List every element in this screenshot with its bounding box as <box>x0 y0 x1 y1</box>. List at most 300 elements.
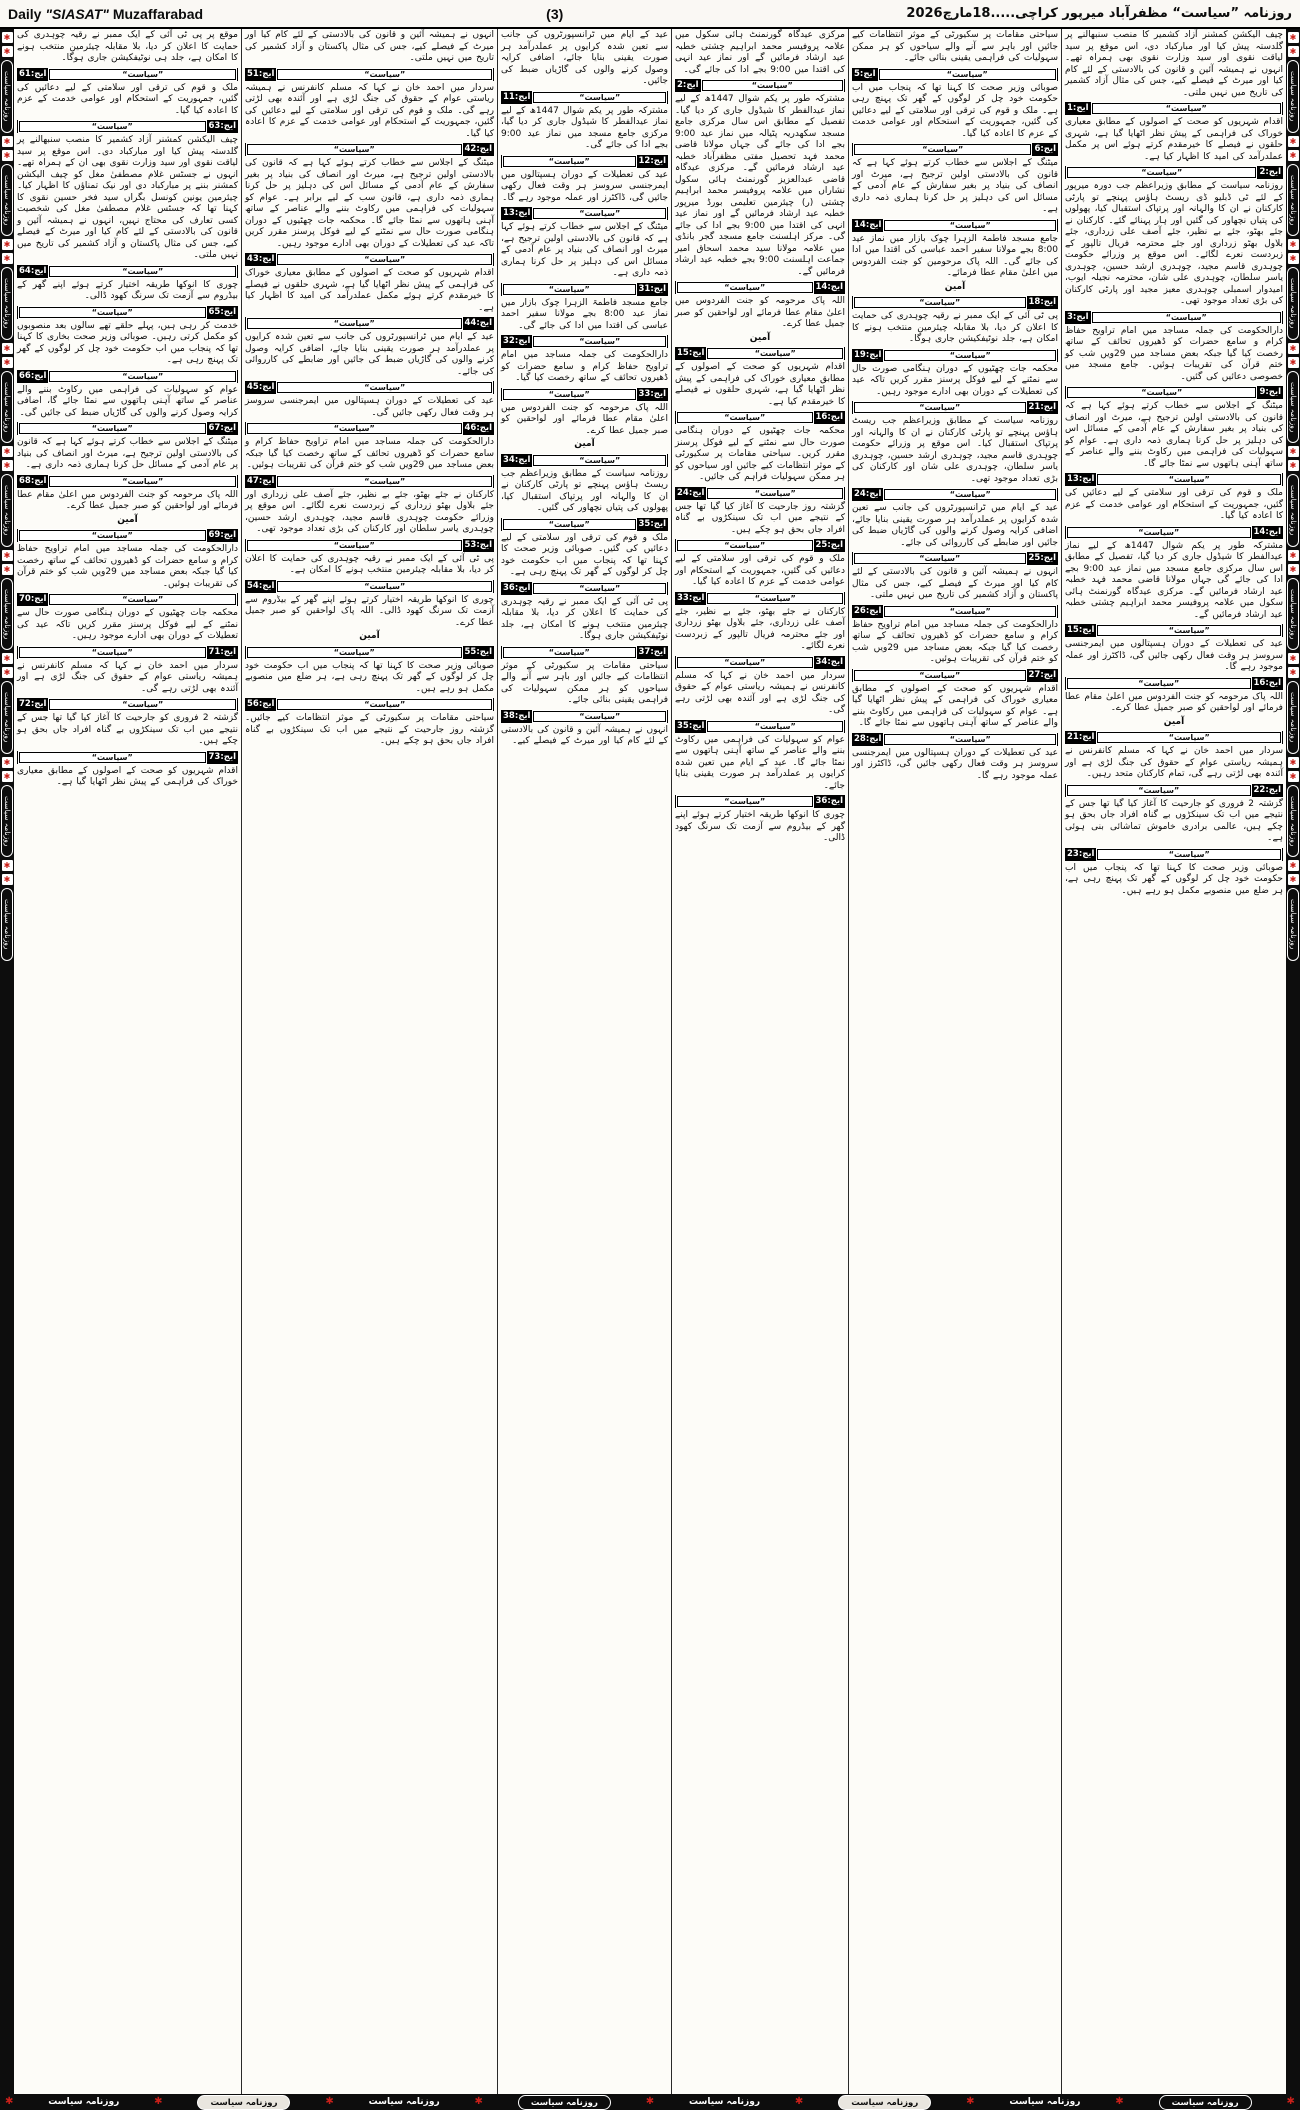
siasat-brand-box: ”سیاست“ <box>677 657 813 668</box>
siasat-brand-box: ”سیاست“ <box>49 476 236 487</box>
ad-body-text: میٹنگ کے اجلاس سے خطاب کرتے ہوئے کہا ہے کہ قانون کی بالادستی اولین ترجیح ہے، میرٹ اور انصاف کی بنیاد پر بغیر سفارش کے عام آدمی کے مسائل اس کی دہلیز پر حل کرنا ہماری ذمہ داری ہے۔ <box>852 158 1058 214</box>
red-star-icon: ✱ <box>1288 32 1299 43</box>
strip-brand-pill: روزنامہ سیاست <box>1 164 13 237</box>
ad-body-text: عوام کو سہولیات کی فراہمی میں رکاوٹ بننے والے عناصر کے ساتھ آہنی ہاتھوں سے نمٹا جائے گا۔ عید کے ایام میں تعین شدہ کرایوں پر عملدرآمد ہر صورت یقینی بنایا جائے۔ <box>675 734 845 791</box>
masthead-right-dateline: روزنامہ ”سیاست“ مظفرآباد میرپور کراچی.....18مارچ2026 <box>906 6 1292 21</box>
ad-header-bar <box>17 370 238 383</box>
siasat-brand-box: ”سیاست“ <box>854 402 1026 413</box>
ad-number-tag: ایج:51 <box>247 68 275 79</box>
footer-brand-text: روزنامہ سیاست <box>689 2097 761 2107</box>
siasat-brand-box: ”سیاست“ <box>884 220 1056 231</box>
ad-body-text: سردار میں احمد خان نے کہا کہ مسلم کانفرنس نے ہمیشہ ریاستی عوام کے حقوق کی جنگ لڑی ہے اور آئندہ بھی لڑتی رہے گی۔ <box>675 670 845 715</box>
red-star-icon: ✱ <box>2 460 13 471</box>
red-star-icon: ✱ <box>1288 46 1299 57</box>
ad-header-bar <box>852 552 1058 565</box>
ad-body-text: صوبائی وزیر صحت کا کہنا تھا کہ پنجاب میں اب حکومت خود چل کر لوگوں کے گھر تک پہنچ رہی ہے۔ ملک و قوم کی ترقی اور سلامتی کے لیے دعائیں کی گئیں، جمہوریت کے استحکام اور عوامی خدمت کے عزم کا اعادہ کیا گیا۔ <box>852 82 1058 139</box>
strip-brand-pill: روزنامہ سیاست <box>1 681 13 754</box>
ad-body-text: عید کی تعطیلات کے دوران ہسپتالوں میں ایمرجنسی سروسز ہر وقت فعال رکھی جائیں گی، ڈاکٹرز اور عملہ موجود رہے گا۔ <box>501 169 668 203</box>
siasat-brand-box: ”سیاست“ <box>247 318 462 329</box>
ad-header-bar <box>852 401 1058 414</box>
red-star-icon: ✱ <box>2 860 13 871</box>
siasat-brand-box: ”سیاست“ <box>19 752 206 763</box>
ad-number-tag: ایج:14 <box>1253 526 1281 537</box>
ad-header-bar <box>17 593 238 606</box>
ad-body-text: صوبائی وزیر صحت کا کہنا تھا کہ پنجاب میں اب حکومت خود چل کر لوگوں کے گھر تک پہنچ رہی ہے، ہر ضلع میں منصوبے مکمل ہو رہے ہیں۔ <box>1065 862 1283 896</box>
siasat-brand-box: ”سیاست“ <box>1067 387 1256 398</box>
strip-brand-pill: روزنامہ سیاست <box>1 267 13 340</box>
ad-body-text: اللہ پاک مرحومہ کو جنت الفردوس میں اعلیٰ مقام عطا فرمائے اور لواحقین کو صبر جمیل عطا کرے۔ <box>675 296 845 329</box>
ad-number-tag: ایج:5 <box>854 68 876 79</box>
red-star-icon: ✱ <box>2 874 13 885</box>
siasat-brand-box: ”سیاست“ <box>49 371 236 382</box>
ad-header-bar <box>1065 473 1283 486</box>
ad-body-text: جامع مسجد فاطمۃ الزہرا چوک بازار میں نماز عید 8:00 بجے مولانا سفیر احمد عباسی کی اقتدا میں ادا کی جائے گی۔ <box>501 297 668 331</box>
ad-body-text: میٹنگ کے اجلاس سے خطاب کرتے ہوئے کہا ہے کہ قانون کی بالادستی اولین ترجیح ہے، میرٹ اور انصاف کی بنیاد پر بغیر سفارش کے عام آدمی کے مسائل اس کی دہلیز پر حل کرنا ہماری ذمہ داری ہے۔ عوام کو سہولیات کی فراہمی میں رکاوٹ بننے والے عناصر کے ساتھ آہنی ہاتھوں سے نمٹا جائے گا۔ <box>1065 401 1283 469</box>
ad-header-bar <box>501 454 668 467</box>
ad-body-text: اقدام شہریوں کو صحت کے اصولوں کے مطابق معیاری خوراک کی فراہمی کے پیش نظر اٹھایا گیا ہے، شہری حلقوں نے فیصلے کا خیرمقدم کیا ہے۔ <box>675 362 845 407</box>
red-star-icon: ✱ <box>1288 239 1299 250</box>
ad-number-tag: ایج:68 <box>19 475 47 486</box>
ad-body-text: دارالحکومت کی جملہ مساجد میں امام تراویح حفاظ کرام و سامع حضرات کو ڈھیروں تحائف کے ساتھ رخصت کیا گیا۔ <box>501 350 668 383</box>
ad-number-tag: ایج:27 <box>1028 669 1056 680</box>
ad-body-text: ملک و قوم کی ترقی اور سلامتی کے لیے دعائیں کی گئیں، جمہوریت کے استحکام اور عوامی خدمت کے عزم کا اعادہ کیا گیا۔ <box>1065 488 1283 521</box>
red-star-icon: ✱ <box>2 136 13 147</box>
ad-number-tag: ایج:2 <box>677 80 699 90</box>
ad-closing-line: آمین <box>574 439 595 449</box>
siasat-brand-box: ”سیاست“ <box>707 721 843 732</box>
ad-number-tag: ایج:28 <box>854 733 882 744</box>
ad-body-text: چوری کا انوکھا طریقہ اختیار کرتے ہوئے اپنے گھر کے بیڈروم سے آزمت تک سرنگ کھود ڈالی۔ اللہ پاک لواحقین کو صبر جمیل عطا کرے۔ <box>245 594 494 628</box>
strip-brand-pill: روزنامہ سیاست <box>1287 578 1299 651</box>
ad-number-tag: ایج:25 <box>1028 553 1056 563</box>
red-star-icon: ✱ <box>645 2096 655 2107</box>
ad-number-tag: ایج:1 <box>1067 103 1089 113</box>
siasat-brand-box: ”سیاست“ <box>884 734 1056 745</box>
siasat-brand-box: ”سیاست“ <box>533 208 666 219</box>
ad-header-bar <box>245 68 494 81</box>
ad-number-tag: ایج:56 <box>247 699 275 709</box>
red-star-icon: ✱ <box>2 46 13 57</box>
ad-body-text: صوبائی وزیر صحت کا کہنا تھا کہ پنجاب میں اب حکومت خود چل کر لوگوں کے گھر تک پہنچ رہی ہے، ہر ضلع میں منصوبے مکمل ہو رہے ہیں۔ <box>245 660 494 694</box>
ad-body-text: عید کی تعطیلات کے دوران ہسپتالوں میں ایمرجنسی سروسز ہر وقت فعال رکھی جائیں گی۔ <box>245 396 494 418</box>
ad-number-tag: ایج:24 <box>854 489 882 499</box>
siasat-brand-box: ”سیاست“ <box>503 389 636 400</box>
masthead-left <box>8 6 203 22</box>
ad-number-tag: ایج:38 <box>503 710 531 721</box>
siasat-brand-box: ”سیاست“ <box>677 412 813 423</box>
siasat-brand-box: ”سیاست“ <box>707 348 843 359</box>
column-continuation-text: موقع پر پی ٹی آئی کے ایک ممبر نے رقیہ چوہدری کی حمایت کا اعلان کر دیا، بلا مقابلہ چیئرمین منتخب ہونے کا امکان ہے، جلد ہی نوٹیفکیشن جاری ہوگا۔ <box>17 30 238 63</box>
ad-number-tag: ایج:35 <box>638 518 666 529</box>
ad-header-bar <box>245 580 494 593</box>
siasat-brand-box: ”سیاست“ <box>1092 103 1281 114</box>
ad-header-bar <box>675 720 845 733</box>
ad-header-bar <box>852 219 1058 232</box>
news-column-4 <box>497 29 671 2094</box>
ad-header-bar <box>675 795 845 808</box>
ad-body-text: اقدام شہریوں کو صحت کے اصولوں کے مطابق معیاری خوراک کی فراہمی کے پیش نظر اٹھایا گیا ہے، شہری حلقوں نے فیصلے کا خیرمقدم کرتے ہوئے اس پر مکمل عملدرآمد کی امید کا اظہار کیا ہے۔ <box>1065 117 1283 162</box>
siasat-brand-box: ”سیاست“ <box>277 476 492 487</box>
siasat-brand-box: ”سیاست“ <box>1067 678 1251 689</box>
ad-body-text: محکمہ جات چھٹیوں کے دوران ہنگامی صورت حال سے نمٹنے کے لیے فوکل پرسنز مقرر کریں۔ سیاحتی مقامات پر سکیورٹی کے موثر انتظامات کیے جائیں اور سیاحوں کو ہر ممکن سہولیات فراہم کی جائیں۔ <box>674 426 845 482</box>
ad-closing-line: آمین <box>1163 716 1185 727</box>
ad-body-text: سیاحتی مقامات پر سکیورٹی کے موثر انتظامات کیے جائیں۔ گزشتہ روز جارحیت کے نتیجے میں اب تک سینکڑوں بے گناہ افراد جاں بحق ہو چکے ہیں۔ <box>245 713 494 746</box>
ad-body-text: پی ٹی آئی کے ایک ممبر نے رقیہ چوہدری کی حمایت کا اعلان کر دیا، بلا مقابلہ چیئرمین منتخب ہونے کا امکان ہے، جلد نوٹیفکیشن جاری ہوگا۔ <box>501 596 668 641</box>
ad-body-text: عید کی تعطیلات کے دوران ہسپتالوں میں ایمرجنسی سروسز ہر وقت فعال رکھی جائیں گی، ڈاکٹرز اور عملہ موجود رہے گا۔ <box>1065 639 1283 672</box>
ad-body-text: جامع مسجد فاطمۃ الزہرا چوک بازار میں نماز عید 8:00 بجے مولانا سفیر احمد عباسی کی اقتدا میں ادا کی جائے گی۔ اللہ پاک مرحومین کو جنت الفردوس میں اعلیٰ مقام عطا فرمائے۔ <box>852 233 1058 278</box>
ad-body-text: گزشتہ 2 فروری کو جارحیت کا آغاز کیا گیا تھا جس کے نتیجے میں اب تک سینکڑوں بے گناہ افراد جاں بحق ہو چکے ہیں، عالمی برادری خاموش تماشائی بنی ہوئی ہے۔ <box>1065 798 1283 843</box>
red-star-icon: ✱ <box>1288 150 1299 161</box>
ad-header-bar <box>852 296 1058 309</box>
ad-number-tag: ایج:43 <box>247 254 275 264</box>
siasat-brand-box: ”سیاست“ <box>677 796 813 807</box>
siasat-brand-box: ”سیاست“ <box>503 647 636 658</box>
strip-brand-pill: روزنامہ سیاست <box>1 474 13 547</box>
page-number: (3) <box>546 5 564 22</box>
ad-header-bar <box>501 91 668 104</box>
siasat-brand-box: ”سیاست“ <box>277 699 492 710</box>
ad-header-bar <box>501 582 668 595</box>
red-star-icon: ✱ <box>794 2096 804 2107</box>
footer-brand-pill: روزنامہ سیاست <box>838 2095 931 2110</box>
ad-header-bar <box>245 646 494 659</box>
siasat-brand-box: ”سیاست“ <box>677 540 813 551</box>
ad-number-tag: ایج:33 <box>677 592 705 603</box>
ad-body-text: سردار میں احمد خان نے کہا کہ مسلم کانفرنس نے ہمیشہ ریاستی عوام کے حقوق کی جنگ لڑی ہے اور آئندہ بھی لڑتی رہے گی، تمام کارکنان متحد رہیں۔ <box>1065 746 1283 779</box>
ad-number-tag: ایج:64 <box>19 265 47 276</box>
ad-body-text: میٹنگ کے اجلاس سے خطاب کرتے ہوئے کہا ہے کہ قانون کی بالادستی اولین ترجیح ہے، میرٹ اور انصاف کی بنیاد پر بغیر سفارش کے عام آدمی کے مسائل اس کی دہلیز پر حل کرنا ہماری ذمہ داری ہے، قانون سب کے لیے برابر ہے۔ عوام کو سہولیات کی فراہمی میں رکاوٹ بننے والے عناصر کے ساتھ آہنی ہاتھوں سے نمٹا جائے گا۔ محکمہ جات چھٹیوں کے دوران ہنگامی صورت حال سے نمٹنے کے لیے فوکل پرسنز مقرر کریں تاکہ عید کی تعطیلات کے دوران بھی ادارے موجود رہیں۔ <box>245 158 494 249</box>
siasat-brand-box: ”سیاست“ <box>707 488 843 499</box>
masthead-city: Muzaffarabad <box>112 5 204 22</box>
ad-number-tag: ایج:6 <box>1034 144 1056 154</box>
ad-body-text: روزنامہ سیاست کے مطابق وزیراعظم جب دورہ میرپور کے لئے ٹی ڈبلیو ڈی ریسٹ ہاؤس پہنچے تو پارٹی کارکنان نے ان کا والہانہ اور پرتپاک استقبال کیا، پھولوں کی پتیاں نچھاور کی گئیں اور ہار پہنائے گئے۔ کارکنان نے جئے بھٹو، جئے بے نظیر، جئے آصف علی زرداری، جئے بلاول بھٹو زرداری اور جئے محترمہ فریال تالپور کے زبردست نعرے لگائے۔ اس موقع پر وزرائے حکومت چوہدری قاسم مجید، چوہدری ارشد حسین، چوہدری یاسر سلطان، چوہدری علی شان، محترمہ نجیلہ ایوب، امیدوار اسمبلی چوہدری معیز مجید اور پارٹی کارکنان کی بڑی تعداد موجود تھی۔ <box>1065 181 1283 306</box>
red-star-icon: ✱ <box>2 757 13 768</box>
ad-header-bar <box>17 646 238 659</box>
ad-body-text: انہوں نے ہمیشہ آئین و قانون کی بالادستی کے لئے کام کیا اور میرٹ کے فیصلے کیے۔ <box>501 724 668 746</box>
siasat-brand-box: ”سیاست“ <box>1097 849 1281 860</box>
column-continuation-text: سیاحتی مقامات پر سکیورٹی کے موثر انتظامات کیے جائیں اور باہر سے آنے والے سیاحوں کو ہر ممکن سہولیات کی فراہمی یقینی بنائی جائے۔ <box>852 30 1058 63</box>
ad-body-text: عوام کو سہولیات کی فراہمی میں رکاوٹ بننے والے عناصر کے ساتھ آہنی ہاتھوں سے نمٹا جائے گا، اضافی کرایہ وصول کرنے والوں کی گاڑیاں ضبط کی جائیں گی۔ <box>17 384 238 418</box>
ad-body-text: اللہ پاک مرحومہ کو جنت الفردوس میں اعلیٰ مقام عطا فرمائے اور لواحقین کو صبر جمیل عطا کرے۔ <box>1065 691 1283 713</box>
ad-header-bar <box>852 349 1058 362</box>
footer-brand-pill: روزنامہ سیاست <box>1159 2095 1252 2110</box>
ad-number-tag: ایج:18 <box>1028 297 1056 307</box>
ad-number-tag: ایج:14 <box>854 219 882 230</box>
red-star-icon: ✱ <box>2 446 13 457</box>
red-star-icon: ✱ <box>1288 653 1299 664</box>
ad-header-bar <box>1065 848 1283 861</box>
siasat-brand-box: ”سیاست“ <box>19 307 206 318</box>
ad-header-bar <box>245 698 494 711</box>
ad-header-bar <box>675 539 845 552</box>
ad-body-text: خدمت کر رہی ہیں، پہلے حلقے تھے سالوں بعد منصوبوں کو مکمل کرتی رہیں۔ صوبائی وزیر صحت بخاری کا کہنا تھا کہ پنجاب میں اب حکومت خود چل کر لوگوں کے گھر تک پہنچ رہی ہے۔ <box>17 320 238 365</box>
ad-body-text: اقدام شہریوں کو صحت کے اصولوں کے مطابق معیاری خوراک کی فراہمی کے پیش نظر اٹھایا گیا ہے۔ <box>17 765 238 787</box>
ad-header-bar <box>1065 784 1283 797</box>
ad-number-tag: ایج:42 <box>464 144 492 154</box>
ad-body-text: ملک و قوم کی ترقی اور سلامتی کے لیے دعائیں کی گئیں۔ صوبائی وزیر صحت کا کہنا تھا کہ پنجاب میں اب حکومت خود چل کر لوگوں کے گھر تک پہنچ رہی ہے۔ <box>501 532 668 577</box>
ad-body-text: دارالحکومت کی جملہ مساجد میں امام تراویح حفاظ کرام و سامع حضرات کو ڈھیروں تحائف کے ساتھ رخصت کیا گیا جبکہ بعض مساجد میں 29ویں شب کو ختم قرآن کی تقریبات ہوئیں۔ <box>17 544 238 589</box>
ad-header-bar <box>1065 526 1283 539</box>
strip-brand-pill: روزنامہ سیاست <box>1 578 13 651</box>
strip-brand-pill: روزنامہ سیاست <box>1287 681 1299 754</box>
news-column-1 <box>1061 29 1286 2094</box>
ad-body-text: عید کی تعطیلات کے دوران ہسپتالوں میں ایمرجنسی سروسز ہر وقت فعال رکھی جائیں گی، ڈاکٹرز اور عملہ موجود رہے گا۔ <box>852 747 1058 781</box>
ad-header-bar <box>675 592 845 605</box>
siasat-brand-box: ”سیاست“ <box>49 266 236 277</box>
ad-number-tag: ایج:35 <box>677 720 705 731</box>
ad-body-text: سردار میں احمد خان نے کہا کہ مسلم کانفرنس نے ہمیشہ ریاستی عوام کے حقوق کی جنگ لڑی ہے اور آئندہ بھی لڑتی رہے گی۔ ملک و قوم کی ترقی اور سلامتی کے لیے دعائیں کی گئیں، جمہوریت کے استحکام اور عوامی خدمت کے عزم کا اعادہ کیا گیا۔ <box>245 82 494 139</box>
strip-brand-pill: روزنامہ سیاست <box>1287 888 1299 961</box>
ad-number-tag: ایج:73 <box>208 751 236 762</box>
red-star-icon: ✱ <box>325 2096 334 2107</box>
ad-number-tag: ایج:22 <box>1253 784 1281 795</box>
strip-brand-pill: روزنامہ سیاست <box>1287 164 1299 237</box>
ad-header-bar <box>852 488 1058 501</box>
ad-body-text: مشترکہ طور پر یکم شوال 1447ھ کے لیے نماز عیدالفطر کا شیڈول جاری کر دیا گیا۔ تفصیل کے مطابق اس سال مرکزی جامع مسجد سکھدریہ پٹیالہ میں نماز عید 9:00 بجے ادا کی جائے گی جہاں مولانا قاضی محمد فہد تحصیل مفتی مظفرآباد خطبہ عید ارشاد فرمائیں گے۔ مرکزی عیدگاہ قاضی عبدالعزیز گورنمنٹ ہائی سکول نشاراں میں علامہ پروفیسر محمد ابراہیم چشتی (ر) چیئرمین تعلیمی بورڈ میرپور خطبہ عید ارشاد فرمائیں گے اور نماز عید انہی کی اقتدا میں 9:00 بجے ادا کی جائے گی۔ مرکز اہلسنت جامع مسجد گجر بانڈی میں علامہ مولانا سید محمد اسحاق امیر جماعت اہلسنت 9:00 بجے خطبہ عید ارشاد فرمائیں گے۔ <box>675 94 846 277</box>
siasat-brand-box: ”سیاست“ <box>707 593 843 604</box>
ad-header-bar <box>1065 731 1283 744</box>
siasat-brand-box: ”سیاست“ <box>854 553 1026 564</box>
masthead-paper-name: "SIASAT" <box>45 5 109 22</box>
ad-header-bar <box>852 68 1058 81</box>
ad-number-tag: ایج:34 <box>815 656 843 667</box>
strip-brand-pill: روزنامہ سیاست <box>1 785 13 858</box>
ad-header-bar <box>852 733 1058 746</box>
siasat-brand-box: ”سیاست“ <box>277 382 492 393</box>
ad-body-text: چوری کا انوکھا طریقہ اختیار کرتے ہوئے اپنے گھر کے بیڈروم سے آزمت تک سرنگ کھود ڈالی۔ <box>675 810 845 843</box>
siasat-brand-box: ”سیاست“ <box>49 69 236 80</box>
siasat-brand-box: ”سیاست“ <box>677 282 813 293</box>
left-border-strip <box>0 29 14 2110</box>
siasat-brand-box: ”سیاست“ <box>503 156 636 167</box>
siasat-brand-box: ”سیاست“ <box>503 519 636 530</box>
siasat-brand-box: ”سیاست“ <box>19 121 206 132</box>
ad-number-tag: ایج:21 <box>1028 402 1056 412</box>
news-column-5 <box>241 29 497 2094</box>
ad-header-bar <box>501 518 668 531</box>
ad-number-tag: ایج:66 <box>19 370 47 381</box>
siasat-brand-box: ”سیاست“ <box>1092 312 1281 323</box>
red-star-icon: ✱ <box>1288 874 1299 885</box>
siasat-brand-box: ”سیاست“ <box>854 670 1026 681</box>
ad-body-text: پی ٹی آئی کے ایک ممبر نے رقیہ چوہدری کی حمایت کا اعلان کر دیا، بلا مقابلہ چیئرمین منتخب ہونے کا امکان ہے، جلد نوٹیفکیشن جاری ہوگا۔ <box>852 311 1058 344</box>
ad-body-text: محکمہ جات چھٹیوں کے دوران ہنگامی صورت حال سے نمٹنے کے لیے فوکل پرسنز مقرر کریں تاکہ عید کی تعطیلات کے دوران بھی ادارے موجود رہیں۔ <box>852 363 1058 397</box>
red-star-icon: ✱ <box>1288 460 1299 471</box>
ad-header-bar <box>501 207 668 220</box>
siasat-brand-box: ”سیاست“ <box>247 144 462 155</box>
ad-header-bar <box>17 529 238 542</box>
ad-number-tag: ایج:9 <box>1259 387 1281 397</box>
ad-number-tag: ایج:37 <box>638 646 666 657</box>
news-column-6 <box>14 29 241 2094</box>
siasat-brand-box: ”سیاست“ <box>1067 785 1251 796</box>
ad-number-tag: ایج:46 <box>464 423 492 433</box>
red-star-icon: ✱ <box>1288 757 1299 768</box>
ad-body-text: چیف الیکشن کمشنر آزاد کشمیر کا منصب سنبھالنے پر گلدستہ پیش کیا اور مبارکباد دی۔ اس موقع پر سید لیاقت نقوی اور سید وزارت نقوی بھی ان کے ہمراہ تھے۔ انہوں نے جسٹس غلام مصطفیٰ مغل کو چیف الیکشن کمشنر بننے پر مبارکباد دی اور نیک تمناؤں کا اظہار کیا۔ چیئرمین یونین کونسل بگراں سید فخر حسین نقوی کا کہنا تھا کہ جسٹس غلام مصطفیٰ مغل کی شخصیت کسی تعارف کی محتاج نہیں، انہوں نے ہمیشہ آئین و قانون کی بالادستی کے لئے کام کیا اور میرٹ کے فیصلے کیے، جس کی مثال پاکستان و آزاد کشمیر کی تاریخ میں نہیں ملتی۔ <box>17 135 238 260</box>
siasat-brand-box: ”سیاست“ <box>879 69 1056 80</box>
ad-body-text: میٹنگ کے اجلاس سے خطاب کرتے ہوئے کہا ہے کہ قانون کی بالادستی اولین ترجیح ہے، میرٹ اور انصاف کی بنیاد پر عام آدمی کے مسائل حل کرنا ہماری ذمہ داری ہے۔ <box>17 437 238 470</box>
red-star-icon: ✱ <box>5 2096 14 2107</box>
red-star-icon: ✱ <box>1288 136 1299 147</box>
siasat-brand-box: ”سیاست“ <box>884 606 1056 617</box>
ad-body-text: کارکنان نے جئے بھٹو، جئے بے نظیر، جئے آصف علی زرداری، جئے بلاول بھٹو زرداری اور جئے محترمہ فریال تالپور کے زبردست نعرے لگائے۔ <box>675 606 845 651</box>
red-star-icon: ✱ <box>1288 446 1299 457</box>
ad-number-tag: ایج:72 <box>19 699 47 709</box>
ad-number-tag: ایج:63 <box>208 121 236 131</box>
ad-header-bar <box>17 306 238 319</box>
footer-brand-pill: روزنامہ سیاست <box>518 2095 611 2110</box>
ad-number-tag: ایج:3 <box>1067 311 1089 322</box>
ad-body-text: اقدام شہریوں کو صحت کے اصولوں کے مطابق معیاری خوراک کی فراہمی کے پیش نظر اٹھایا گیا ہے، شہری حلقوں نے فیصلے کا خیرمقدم کرتے ہوئے مکمل عملدرآمد کی امید کا اظہار کیا ہے۔ <box>245 268 494 313</box>
siasat-brand-box: ”سیاست“ <box>19 530 206 541</box>
ad-body-text: مشترکہ طور پر یکم شوال 1447ھ کے لیے نماز عیدالفطر کا شیڈول جاری کر دیا گیا، تفصیل کے مطابق اس سال مرکزی جامع مسجد میں نماز عید 9:00 بجے ادا کی جائے گی جہاں مولانا قاضی محمد فہد خطبہ عید ارشاد فرمائیں گے۔ مرکزی عیدگاہ گورنمنٹ ہائی سکول میں علامہ پروفیسر محمد ابراہیم چشتی خطبہ عید ارشاد فرمائیں گے۔ <box>1065 540 1284 620</box>
ad-number-tag: ایج:61 <box>19 68 47 79</box>
ad-body-text: عید کے ایام میں ٹرانسپورٹروں کی جانب سے تعین شدہ کرایوں پر عملدرآمد ہر صورت یقینی بنایا جائے، اضافی کرایہ وصول کرنے والوں کی گاڑیاں ضبط کی جائیں اور ضابطے کی کارروائی کی جائے۔ <box>852 503 1058 548</box>
ad-body-text: ملک و قوم کی ترقی اور سلامتی کے لیے دعائیں کی گئیں، جمہوریت کے استحکام اور عوامی خدمت کے عزم کا اعادہ کیا گیا۔ <box>17 82 238 116</box>
red-star-icon: ✱ <box>1288 771 1299 782</box>
ad-body-text: عید کے ایام میں ٹرانسپورٹروں کی جانب سے تعین شدہ کرایوں پر عملدرآمد ہر صورت یقینی بنایا جائے، اضافی کرایہ وصول کرنے والوں کی گاڑیاں ضبط کی جائیں اور ضابطے کی کارروائی کی جائے۔ <box>245 332 494 377</box>
ad-number-tag: ایج:15 <box>1067 625 1095 635</box>
ad-header-bar <box>501 388 668 401</box>
ad-number-tag: ایج:34 <box>503 454 531 465</box>
siasat-brand-box: ”سیاست“ <box>702 80 843 91</box>
ad-number-tag: ایج:16 <box>1253 677 1281 688</box>
ad-number-tag: ایج:36 <box>815 796 843 806</box>
siasat-brand-box: ”سیاست“ <box>854 297 1026 308</box>
siasat-brand-box: ”سیاست“ <box>1097 474 1281 485</box>
ad-header-bar <box>245 253 494 266</box>
ad-body-text: انہوں نے ہمیشہ آئین و قانون کی بالادستی کے لئے کام کیا اور میرٹ کے فیصلے کیے، جس کی مثال پاکستان و آزاد کشمیر کی تاریخ میں نہیں ملتی۔ <box>852 567 1058 600</box>
ad-header-bar <box>1065 386 1283 399</box>
red-star-icon: ✱ <box>2 564 13 575</box>
ad-body-text: سیاحتی مقامات پر سکیورٹی کے موثر انتظامات کیے جائیں اور باہر سے آنے والے سیاحوں کو ہر ممکن سہولیات کی فراہمی یقینی بنائی جائے۔ <box>501 660 668 705</box>
red-star-icon: ✱ <box>1288 253 1299 264</box>
column-continuation-text: چیف الیکشن کمشنر آزاد کشمیر کا منصب سنبھالنے پر گلدستہ پیش کیا اور مبارکباد دی، اس موقع پر سید لیاقت نقوی اور سید وزارت نقوی بھی ہمراہ تھے۔ انہوں نے ہمیشہ آئین و قانون کی بالادستی کے لئے کام کیا اور میرٹ کے فیصلے کیے، جس کی مثال آزاد کشمیر کی تاریخ میں نہیں ملتی۔ <box>1065 30 1283 98</box>
ad-number-tag: ایج:31 <box>638 283 666 294</box>
red-star-icon: ✱ <box>966 2096 975 2107</box>
news-column-2 <box>848 29 1061 2094</box>
ad-header-bar <box>245 539 494 552</box>
ad-header-bar <box>17 265 238 278</box>
ad-closing-line: آمین <box>944 281 966 292</box>
ad-number-tag: ایج:71 <box>208 646 236 657</box>
ad-header-bar <box>17 751 238 764</box>
ad-number-tag: ایج:47 <box>247 475 275 486</box>
ad-header-bar <box>501 155 668 168</box>
ad-header-bar <box>501 283 668 296</box>
siasat-brand-box: ”سیاست“ <box>533 583 666 594</box>
ad-body-text: محکمہ جات چھٹیوں کے دوران ہنگامی صورت حال سے نمٹنے کے لیے فوکل پرسنز مقرر کریں تاکہ عید کی تعطیلات کے دوران بھی ادارے موجود رہیں۔ <box>17 608 238 641</box>
ad-header-bar <box>1065 102 1283 115</box>
ad-number-tag: ایج:13 <box>1067 474 1095 484</box>
column-continuation-text: عید کے ایام میں ٹرانسپورٹروں کی جانب سے تعین شدہ کرایوں پر عملدرآمد ہر صورت یقینی بنایا جائے، اضافی کرایہ وصول کرنے والوں کی گاڑیاں ضبط کی جائیں۔ <box>501 30 668 86</box>
ad-header-bar <box>1065 311 1283 324</box>
column-continuation-text: انہوں نے ہمیشہ آئین و قانون کی بالادستی کے لئے کام کیا اور میرٹ کے فیصلے کیے، جس کی مثال پاکستان و آزاد کشمیر کی تاریخ میں نہیں ملتی۔ <box>245 30 494 63</box>
ad-header-bar <box>1065 677 1283 690</box>
ad-body-text: کارکنان نے جئے بھٹو، جئے بے نظیر، جئے آصف علی زرداری اور جئے بلاول بھٹو زرداری کے زبردست نعرے لگائے۔ اس موقع پر وزرائے حکومت چوہدری قاسم مجید، چوہدری ارشد حسین، چوہدری یاسر سلطان اور کارکنان کی بڑی تعداد موجود تھی۔ <box>245 489 494 534</box>
ad-number-tag: ایج:36 <box>503 582 531 593</box>
siasat-brand-box: ”سیاست“ <box>49 594 236 605</box>
ad-body-text: دارالحکومت کی جملہ مساجد میں امام تراویح حفاظ کرام و سامع حضرات کو ڈھیروں تحائف کے ساتھ رخصت کیا گیا جبکہ بعض مساجد میں 29ویں شب کو ختم قرآن کی تقریبات ہوئیں۔ جامع مسجد میں خصوصی دعائیں کی گئیں۔ <box>1065 325 1283 382</box>
siasat-brand-box: ”سیاست“ <box>533 455 666 466</box>
ad-body-text: روزنامہ سیاست کے مطابق وزیراعظم جب ریسٹ ہاؤس پہنچے تو پارٹی کارکنان نے ان کا والہانہ اور پرتپاک استقبال کیا، پھولوں کی پتیاں نچھاور کی گئیں۔ <box>501 468 668 513</box>
ad-body-text: گزشتہ 2 فروری کو جارحیت کا آغاز کیا گیا تھا جس کے نتیجے میں اب تک سینکڑوں بے گناہ افراد جاں بحق ہو چکے ہیں۔ <box>17 713 238 746</box>
siasat-brand-box: ”سیاست“ <box>1067 527 1251 538</box>
ad-number-tag: ایج:33 <box>638 388 666 399</box>
red-star-icon: ✱ <box>2 239 13 250</box>
ad-body-text: پی ٹی آئی کے ایک ممبر نے رقیہ چوہدری کی حمایت کا اعلان کر دیا، بلا مقابلہ چیئرمین منتخب ہونے کا امکان ہے۔ <box>245 553 494 575</box>
red-star-icon: ✱ <box>1288 564 1299 575</box>
ad-closing-line: آمین <box>117 514 138 525</box>
strip-brand-pill: روزنامہ سیاست <box>1287 371 1299 444</box>
red-star-icon: ✱ <box>1288 667 1299 678</box>
red-star-icon: ✱ <box>2 150 13 161</box>
ad-header-bar <box>17 475 238 488</box>
page-frame <box>0 29 1300 2110</box>
siasat-brand-box: ”سیاست“ <box>1097 732 1281 743</box>
siasat-brand-box: ”سیاست“ <box>854 144 1031 155</box>
ad-number-tag: ایج:65 <box>208 306 236 317</box>
ad-number-tag: ایج:19 <box>854 349 882 360</box>
ad-header-bar <box>1065 166 1283 179</box>
ad-closing-line: آمین <box>359 631 380 641</box>
red-star-icon: ✱ <box>1286 2096 1295 2107</box>
ad-body-text: گزشتہ روز جارحیت کا آغاز کیا گیا تھا جس کے نتیجے میں اب تک سینکڑوں بے گناہ افراد جاں بحق ہو چکے ہیں۔ <box>675 501 845 535</box>
ad-body-text: ملک و قوم کی ترقی اور سلامتی کے لیے دعائیں کی گئیں، جمہوریت کے استحکام اور عوامی خدمت کے عزم کا اعادہ کیا گیا۔ <box>675 554 845 587</box>
siasat-brand-box: ”سیاست“ <box>19 423 206 434</box>
news-column-3 <box>671 29 848 2094</box>
siasat-brand-box: ”سیاست“ <box>1097 625 1281 636</box>
ad-header-bar <box>245 475 494 488</box>
ad-header-bar <box>675 347 845 360</box>
siasat-brand-box: ”سیاست“ <box>533 711 666 722</box>
red-star-icon: ✱ <box>154 2096 163 2107</box>
footer-brand-text: روزنامہ سیاست <box>368 2097 440 2107</box>
ad-number-tag: ایج:45 <box>247 382 275 392</box>
ad-header-bar <box>245 143 494 156</box>
masthead-daily: Daily <box>8 5 42 22</box>
ad-number-tag: ایج:70 <box>19 594 47 604</box>
classified-columns <box>14 29 1286 2110</box>
ad-number-tag: ایج:32 <box>503 336 531 346</box>
red-star-icon: ✱ <box>2 653 13 664</box>
strip-brand-pill: روزنامہ سیاست <box>1287 474 1299 547</box>
siasat-brand-box: ”سیاست“ <box>277 581 492 592</box>
ad-number-tag: ایج:12 <box>638 155 666 166</box>
red-star-icon: ✱ <box>2 343 13 354</box>
ad-body-text: دارالحکومت کی جملہ مساجد میں امام تراویح حفاظ کرام و سامع حضرات کو ڈھیروں تحائف کے ساتھ رخصت کیا گیا جبکہ بعض مساجد میں 29ویں شب کو ختم قرآن کی تقریبات ہوئیں۔ <box>245 437 494 470</box>
red-star-icon: ✱ <box>1115 2096 1124 2107</box>
siasat-brand-box: ”سیاست“ <box>884 350 1056 361</box>
strip-brand-pill: روزنامہ سیاست <box>1 888 13 961</box>
red-star-icon: ✱ <box>474 2096 483 2107</box>
strip-brand-pill: روزنامہ سیاست <box>1287 267 1299 340</box>
ad-number-tag: ایج:14 <box>815 282 843 292</box>
red-star-icon: ✱ <box>2 253 13 264</box>
right-border-strip <box>1286 29 1300 2110</box>
siasat-brand-box: ”سیاست“ <box>19 647 206 658</box>
siasat-brand-box: ”سیاست“ <box>884 489 1056 500</box>
ad-body-text: سردار میں احمد خان نے کہا کہ مسلم کانفرنس نے ہمیشہ ریاستی عوام کے حقوق کی جنگ لڑی ہے اور آئندہ بھی لڑتی رہے گی۔ <box>17 660 238 694</box>
ad-header-bar <box>17 422 238 435</box>
ad-header-bar <box>1065 624 1283 637</box>
siasat-brand-box: ”سیاست“ <box>533 336 666 347</box>
ad-number-tag: ایج:15 <box>677 348 705 358</box>
ad-header-bar <box>17 120 238 133</box>
siasat-brand-box: ”سیاست“ <box>277 69 492 80</box>
footer-brand-text: روزنامہ سیاست <box>1009 2097 1081 2107</box>
ad-header-bar <box>675 656 845 669</box>
